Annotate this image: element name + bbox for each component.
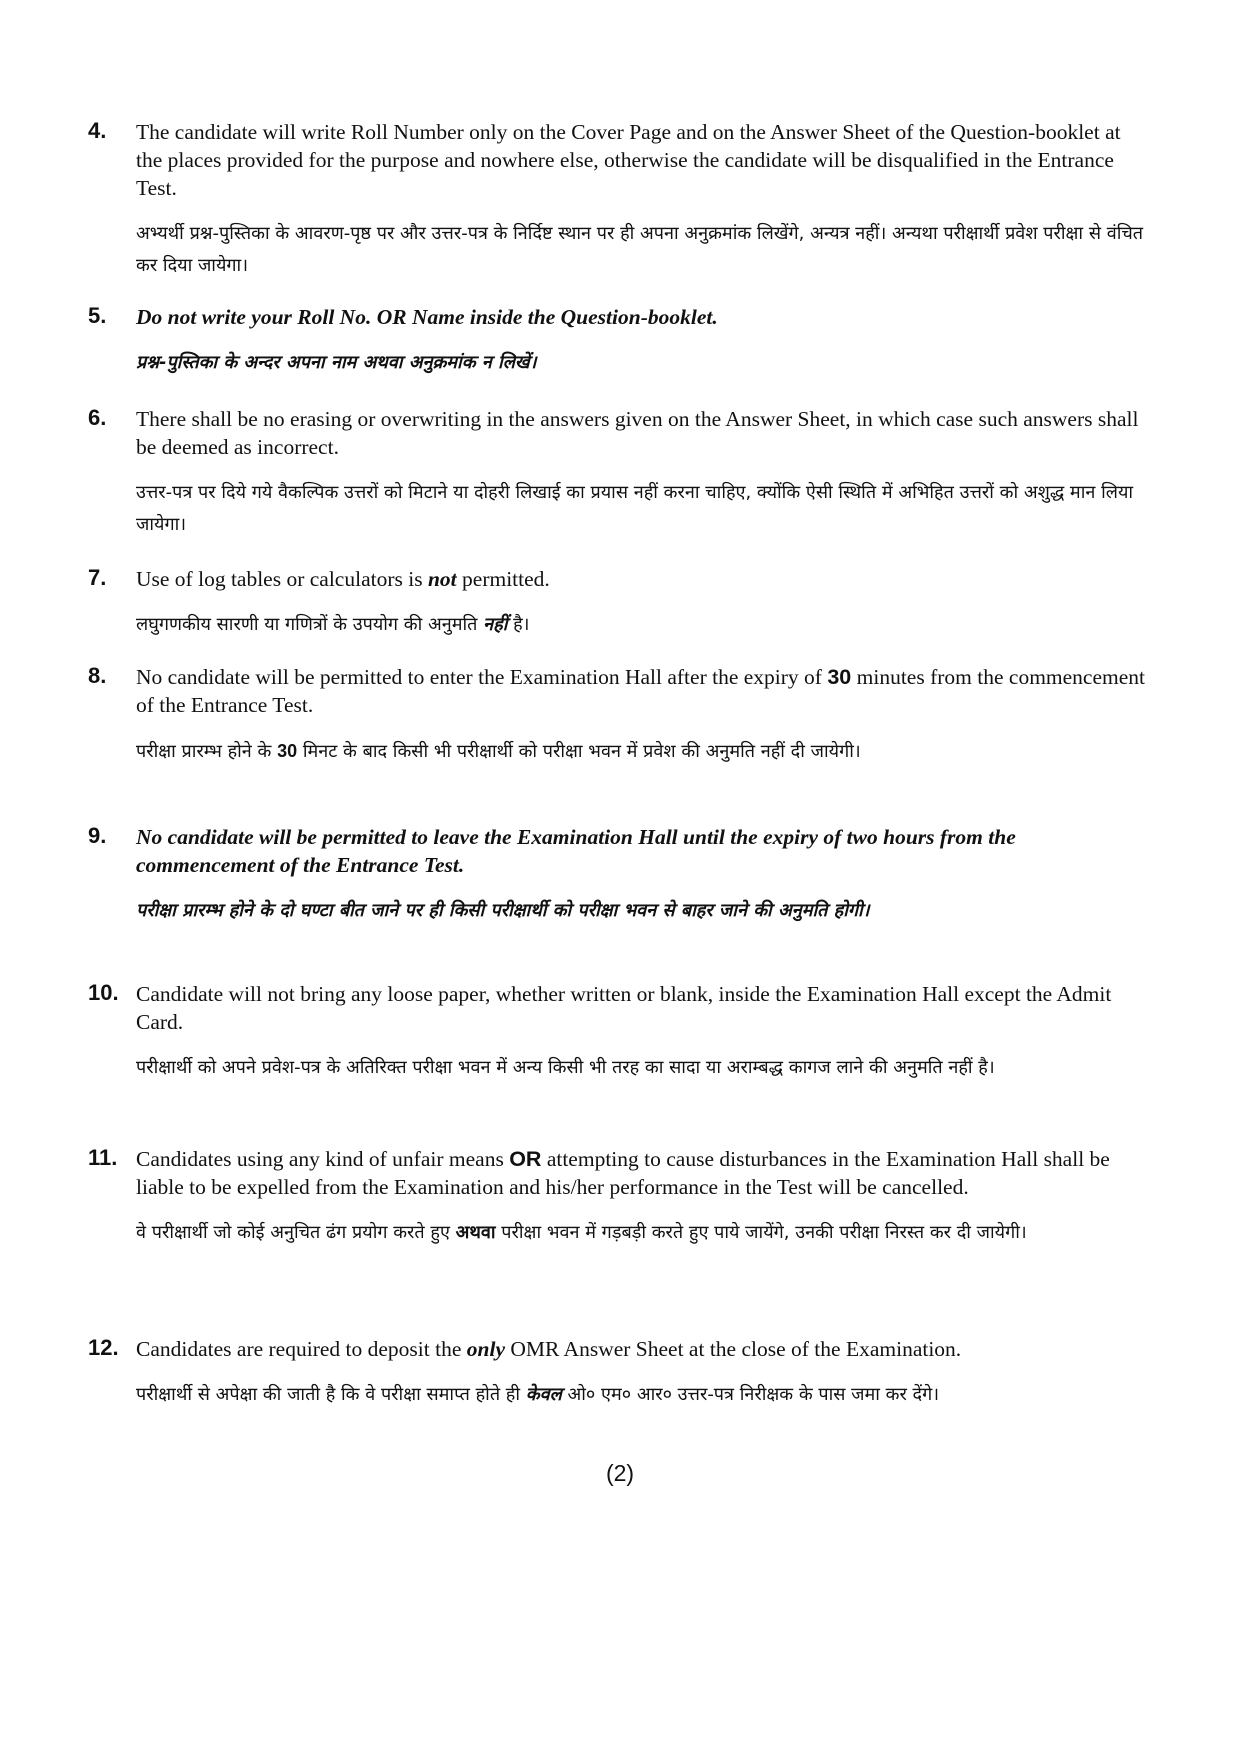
emphasis-text: नहीं <box>483 614 508 635</box>
instruction-number: 4. <box>88 118 107 143</box>
instruction-english <box>136 663 1148 719</box>
instruction-10 <box>88 980 1148 1084</box>
instruction-11 <box>88 1145 1148 1249</box>
text-segment: लघुगणकीय सारणी या गणित्रों के उपयोग की अनुमति <box>136 614 484 635</box>
text-segment: minutes from the commencement of the Entrance Test. <box>136 665 1146 717</box>
text-segment: Candidates using any kind of unfair means <box>136 1147 510 1171</box>
instruction-english: Candidate will not bring any loose paper, whether written or blank, inside the Examination Hall except the Admit Card. <box>136 982 1112 1034</box>
instruction-english <box>136 1145 1148 1201</box>
text-segment: OMR Answer Sheet at the close of the Examination. <box>505 1337 962 1361</box>
instruction-english: Do not write your Roll No. OR Name inside the Question-booklet. <box>136 305 718 329</box>
text-segment: permitted. <box>456 567 550 591</box>
instruction-hindi <box>136 1379 1148 1411</box>
instruction-5 <box>88 303 1148 379</box>
instruction-english <box>136 1335 1148 1363</box>
instruction-6 <box>88 405 1148 541</box>
instruction-number: 5. <box>88 303 107 328</box>
instruction-9 <box>88 823 1148 927</box>
emphasis-text: केवल <box>525 1384 562 1405</box>
instruction-number: 10. <box>88 980 119 1005</box>
instruction-english <box>136 565 1148 593</box>
instruction-number: 11. <box>88 1145 118 1170</box>
instruction-english: There shall be no erasing or overwriting in the answers given on the Answer Sheet, in which case such answers shall be deemed as incorrect. <box>136 407 1139 459</box>
emphasis-text: OR <box>509 1147 542 1171</box>
text-segment: परीक्षा भवन में गड़बड़ी करते हुए पाये जायेंगे, उनकी परीक्षा निरस्त कर दी जायेगी। <box>495 1222 1027 1243</box>
instruction-number: 8. <box>88 663 107 688</box>
instruction-7 <box>88 565 1148 641</box>
text-segment: ओ० एम० आर० उत्तर-पत्र निरीक्षक के पास जमा कर देंगे। <box>561 1384 940 1405</box>
instruction-hindi: परीक्षार्थी को अपने प्रवेश-पत्र के अतिरिक्त परीक्षा भवन में अन्य किसी भी तरह का सादा या अराम्बद्ध कागज लाने की अनुमति नहीं है। <box>136 1057 995 1078</box>
page-number: (2) <box>605 1460 635 1486</box>
instruction-hindi: अभ्यर्थी प्रश्न-पुस्तिका के आवरण-पृष्ठ पर और उत्तर-पत्र के निर्दिष्ट स्थान पर ही अपना अनुक्रमांक लिखेंगे, अन्यत्र नहीं। अन्यथा परीक्षार्थी प्रवेश परीक्षा से वंचित कर दिया जायेगा। <box>136 223 1144 276</box>
instruction-hindi: परीक्षा प्रारम्भ होने के दो घण्टा बीत जाने पर ही किसी परीक्षार्थी को परीक्षा भवन से बाहर जाने की अनुमति होगी। <box>136 900 870 921</box>
text-segment: No candidate will be permitted to enter the Examination Hall after the expiry of <box>136 665 828 689</box>
instruction-number: 6. <box>88 405 107 430</box>
emphasis-text: अथवा <box>455 1222 496 1243</box>
emphasis-text: not <box>427 567 457 591</box>
instruction-hindi <box>136 1217 1148 1249</box>
text-segment: मिनट के बाद किसी भी परीक्षार्थी को परीक्षा भवन में प्रवेश की अनुमति नहीं दी जायेगी। <box>297 741 861 762</box>
text-segment: परीक्षा प्रारम्भ होने के <box>136 741 278 762</box>
instruction-number: 9. <box>88 823 107 848</box>
text-segment: है। <box>507 614 530 635</box>
text-segment: Use of log tables or calculators is <box>136 567 428 591</box>
instruction-number: 12. <box>88 1335 119 1360</box>
instruction-english: No candidate will be permitted to leave the Examination Hall until the expiry of two hours from the commencement of the Entrance Test. <box>136 825 1016 877</box>
instruction-hindi <box>136 609 1148 641</box>
instruction-hindi: प्रश्न-पुस्तिका के अन्दर अपना नाम अथवा अनुक्रमांक न लिखें। <box>136 352 537 373</box>
text-segment: attempting to cause disturbances in the Examination Hall shall be liable to be expelled from the Examination and his/her performance in the Test will be cancelled. <box>136 1147 1110 1199</box>
instruction-hindi <box>136 735 1148 768</box>
text-segment: परीक्षार्थी से अपेक्षा की जाती है कि वे परीक्षा समाप्त होते ही <box>136 1384 526 1405</box>
instruction-hindi: उत्तर-पत्र पर दिये गये वैकल्पिक उत्तरों को मिटाने या दोहरी लिखाई का प्रयास नहीं करना चाहिए, क्योंकि ऐसी स्थिति में अभिहित उत्तरों को अशुद्ध मान लिया जायेगा। <box>136 482 1134 535</box>
text-segment: वे परीक्षार्थी जो कोई अनुचित ढंग प्रयोग करते हुए <box>136 1222 456 1243</box>
instruction-number: 7. <box>88 565 107 590</box>
instruction-8 <box>88 663 1148 768</box>
text-segment: Candidates are required to deposit the <box>136 1337 467 1361</box>
emphasis-text: only <box>466 1337 505 1361</box>
instruction-4 <box>88 118 1148 282</box>
instruction-12 <box>88 1335 1148 1411</box>
instruction-english: The candidate will write Roll Number only on the Cover Page and on the Answer Sheet of the Question-booklet at the places provided for the purpose and nowhere else, otherwise the candidate will be disqualified in the Entrance Test. <box>136 120 1121 200</box>
emphasis-text: 30 <box>277 741 298 761</box>
emphasis-text: 30 <box>827 665 852 689</box>
